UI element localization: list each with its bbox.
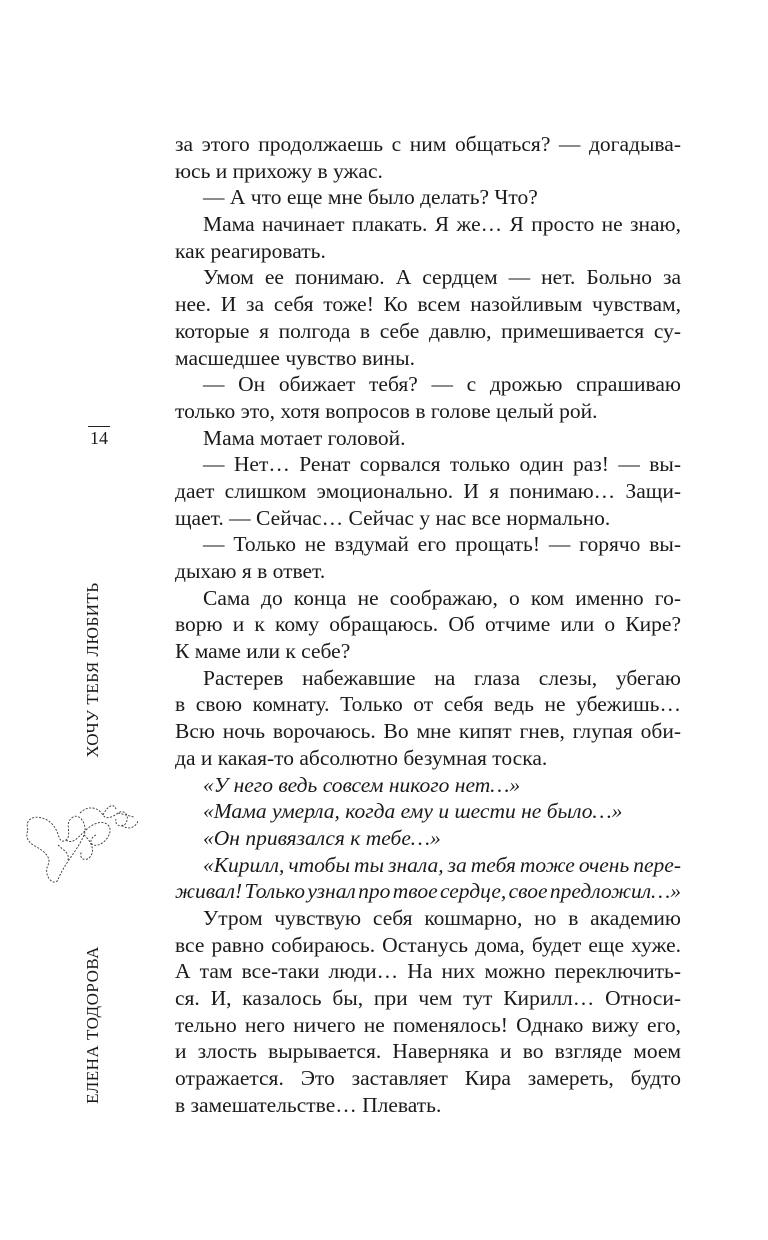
text-line-content: А там все-таки люди… На них можно переключить- [175,959,681,984]
text-line-content: «Мама умерла, когда ему и шести не было…» [203,799,623,824]
page-number: 14 [90,428,108,448]
text-line-content: в свою комнату. Только от себя ведь не убежишь… [175,692,681,717]
text-line-content: — Он обижает тебя? — с дрожью спрашиваю [203,372,681,397]
text-line [175,371,681,398]
text-line [175,1038,681,1065]
text-line [175,745,681,772]
text-line-content: за этого продолжаешь с ним общаться? — догадыва- [175,132,681,156]
text-line-content: Растерев набежавшие на глаза слезы, убегаю [203,665,681,690]
text-line [175,691,681,718]
text-line [175,958,681,985]
text-line [175,398,681,425]
text-line [175,211,681,238]
publisher-logo-icon [18,795,143,890]
text-line-content: К маме или к себе? [175,639,351,664]
text-line [175,531,681,558]
text-line [175,1012,681,1039]
text-line-content: масшедшее чувство вины. [175,345,415,370]
text-line-content: «Он привязался к тебе…» [203,825,441,850]
running-title: ХОЧУ ТЕБЯ ЛЮБИТЬ [83,582,102,758]
text-line-content: ся. И, казалось бы, при чем тут Кирилл… Относи- [175,986,681,1010]
text-line-content: только это, хотя вопросов в голове целый рой. [175,398,598,423]
text-line-content: Сама до конца не соображаю, о ком именно го- [203,585,681,610]
text-line-content: как реагировать. [175,238,326,263]
body-text [175,131,681,1118]
text-line [175,131,681,158]
text-line [175,852,681,879]
text-line [175,451,681,478]
text-line [175,611,681,638]
text-line [175,264,681,291]
text-line-content: — Только не вздумай его прощать! — горячо вы- [203,532,681,557]
text-line-content: да и какая-то абсолютно безумная тоска. [175,745,548,770]
text-line [175,798,681,825]
text-line [175,932,681,959]
text-line [175,772,681,799]
text-line [175,478,681,505]
running-author: ЕЛЕНА ТОДОРОВА [83,946,102,1104]
text-line [175,825,681,852]
text-line-content: щает. — Сейчас… Сейчас у нас все нормально. [175,505,611,530]
text-line [175,345,681,372]
text-line [175,291,681,318]
text-line [175,425,681,452]
text-line [175,238,681,265]
text-line-content: тельно него ничего не поменялось! Однако вижу его, [175,1012,681,1037]
text-line [175,985,681,1012]
text-line [175,158,681,185]
text-line [175,318,681,345]
text-line-content: Всю ночь ворочаюсь. Во мне кипят гнев, глупая оби- [175,719,681,744]
text-line [175,638,681,665]
text-line [175,505,681,532]
text-line-content: Утром чувствую себя кошмарно, но в академию [203,905,681,930]
text-line-content: и злость вырывается. Наверняка и во взгляде моем [175,1039,681,1064]
text-line [175,184,681,211]
text-line-content: «Кирилл, чтобы ты знала, за тебя тоже очень пере- [203,852,681,877]
text-line [175,718,681,745]
text-line [175,585,681,612]
text-line-content: Умом ее понимаю. А сердцем — нет. Больно за [203,265,681,290]
text-line-content: — Нет… Ренат сорвался только один раз! — вы- [203,452,681,477]
text-line-content: которые я полгода в себе давлю, примешивается су- [175,318,681,343]
text-line-content: юсь и прихожу в ужас. [175,158,383,183]
text-line-content: в замешательстве… Плевать. [175,1092,442,1117]
text-line [175,558,681,585]
text-line [175,1065,681,1092]
text-line-content: Мама мотает головой. [203,425,406,450]
text-line-content: дыхаю я в ответ. [175,559,326,583]
text-line-content: «У него ведь совсем никого нет…» [203,772,521,797]
text-line-content: — А что еще мне было делать? Что? [203,185,538,210]
text-line-content: дает слишком эмоционально. И я понимаю… Защи- [175,478,681,503]
text-line [175,665,681,692]
text-line [175,1092,681,1119]
text-line-content: живал! Только узнал про твое сердце, свое предложил…» [175,879,681,904]
text-line-content: все равно собираюсь. Останусь дома, будет еще хуже. [175,932,681,957]
text-line-content: нее. И за себя тоже! Ко всем назойливым чувствам, [175,292,681,317]
text-line-content: отражается. Это заставляет Кира замереть, будто [175,1066,681,1091]
text-line [175,878,681,905]
text-line-content: Мама начинает плакать. Я же… Я просто не знаю, [203,212,681,237]
text-line-content: ворю и к кому обращаюсь. Об отчиме или о Кире? [175,612,681,637]
text-line [175,905,681,932]
